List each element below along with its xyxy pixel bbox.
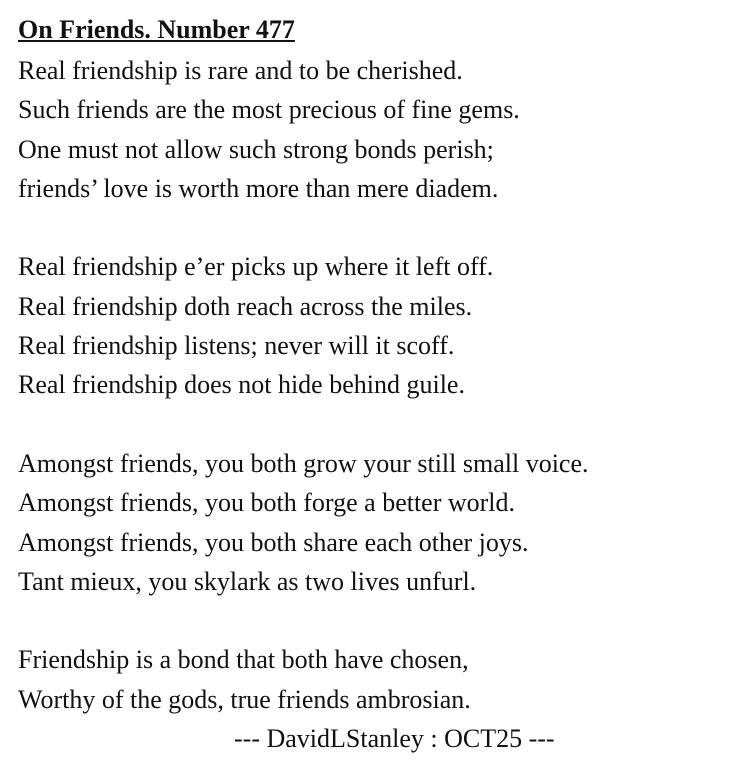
poem-line: Amongst friends, you both forge a better world.: [18, 488, 516, 518]
poem-line: Real friendship is rare and to be cherished.: [18, 56, 463, 85]
poem-line: friends’ love is worth more than mere diadem.: [18, 173, 499, 203]
poem-line: Worthy of the gods, true friends ambrosian.: [18, 684, 471, 714]
poem-line: Friendship is a bond that both have chosen,: [18, 645, 469, 675]
poem-line: Amongst friends, you both grow your still small voice.: [18, 448, 589, 478]
poem-line: Real friendship listens; never will it scoff.: [18, 331, 455, 361]
poem-line: Amongst friends, you both share each other joys.: [18, 527, 529, 557]
stanza-1: [18, 51, 738, 208]
poem-line: One must not allow such strong bonds perish;: [18, 134, 494, 164]
stanza-break: [18, 208, 738, 247]
stanza-3: [18, 444, 738, 601]
poem-line: Such friends are the most precious of fine gems.: [18, 95, 520, 125]
stanza-4: [18, 640, 738, 719]
stanza-break: [18, 601, 738, 640]
poem-line: Real friendship does not hide behind guile.: [18, 370, 465, 400]
poem-line: Real friendship doth reach across the miles.: [18, 291, 473, 321]
poem-title: On Friends. Number 477: [18, 15, 295, 44]
poem-signature: --- DavidLStanley : OCT25 ---: [234, 724, 555, 753]
poem-line: Real friendship e’er picks up where it left off.: [18, 252, 494, 282]
stanza-2: [18, 247, 738, 404]
poem: [18, 13, 738, 719]
poem-line: Tant mieux, you skylark as two lives unfurl.: [18, 566, 477, 596]
stanza-break: [18, 405, 738, 444]
